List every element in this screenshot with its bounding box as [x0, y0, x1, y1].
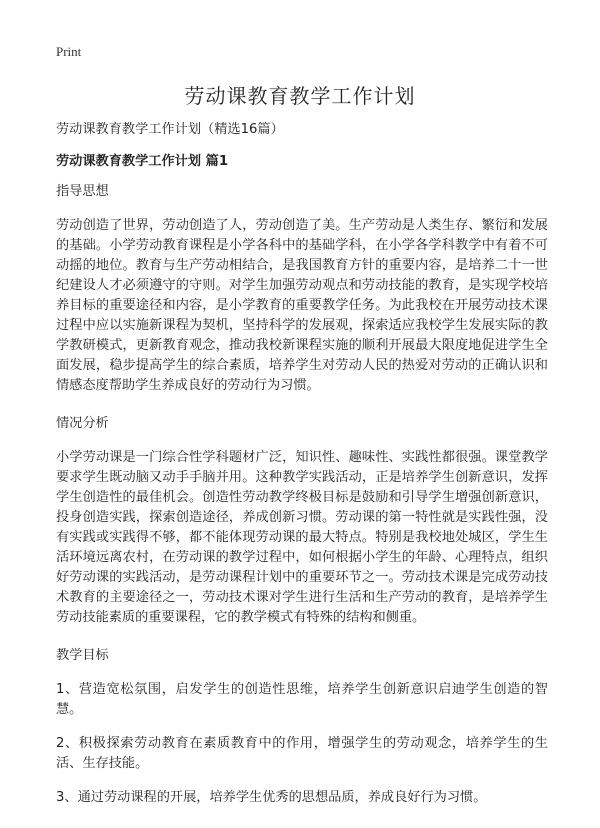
section-body-guiding-ideology: 劳动创造了世界，劳动创造了人，劳动创造了美。生产劳动是人类生存、繁衍和发展的基础。小学劳动教育课程是小学各科中的基础学科，在小学各学科教学中有着不可动摇的地位。教育与生产劳动相结合，是我国教育方针的重要内容，是培养二十一世纪建设人才必须遵守的守则。对学生加强劳动观点和劳动技能的教育，是实现学校培养目标的重要途径和内容，是小学教育的重要教学任务。为此我校在开展劳动技术课过程中应以实施新课程为契机，坚持科学的发展观，探索适应我校学生发展实际的教学教研模式，更新教育观念，推动我校新课程实施的顺利开展最大限度地促进学生全面发展，稳步提高学生的综合素质，培养学生对劳动人民的热爱对劳动的正确认识和情感态度帮助学生养成良好的劳动行为习惯。 [56, 218, 548, 393]
section-body-situation-analysis: 小学劳动课是一门综合性学科题材广泛，知识性、趣味性、实践性都很强。课堂教学要求学生既动脑又动手手脑并用。这种教学实践活动，正是培养学生创新意识，发挥学生创造性的最佳机会。创造性劳动教学终极目标是鼓励和引导学生增强创新意识，投身创造实践，探索创造途径，养成创新习惯。劳动课的第一特性就是实践性强，没有实践或实践得不够，都不能体现劳动课的最大特点。特别是我校地处城区，学生生活环境远离农村，在劳动课的教学过程中，如何根据小学生的年龄、心理特点，组织好劳动课的实践活动，是劳动课程计划中的重要环节之一。劳动技术课是完成劳动技术教育的主要途径之一，劳动技术课对学生进行生活和生产劳动的教育，是培养学生劳动技能素质的重要课程，它的教学模式有特殊的结构和侧重。 [56, 450, 548, 625]
teaching-goal-item: 3、通过劳动课程的开展，培养学生优秀的思想品质，养成良好行为习惯。 [56, 790, 487, 805]
section-heading-situation-analysis: 情况分析 [56, 416, 109, 431]
article-heading: 劳动课教育教学工作计划 篇1 [56, 154, 229, 169]
section-heading-teaching-goals: 教学目标 [56, 648, 109, 663]
teaching-goal-item: 2、积极探索劳动教育在素质教育中的作用，增强学生的劳动观念，培养学生的生活、生存技能。 [56, 736, 548, 771]
print-link[interactable]: Print [56, 44, 82, 59]
section-heading-guiding-ideology: 指导思想 [56, 184, 109, 199]
teaching-goal-item: 1、营造宽松氛围，启发学生的创造性思维，培养学生创新意识启迪学生创造的智慧。 [56, 682, 548, 717]
document-subtitle: 劳动课教育教学工作计划（精选16篇） [56, 122, 284, 137]
document-body [56, 120, 548, 822]
page-title: 劳动课教育教学工作计划 [184, 84, 416, 108]
